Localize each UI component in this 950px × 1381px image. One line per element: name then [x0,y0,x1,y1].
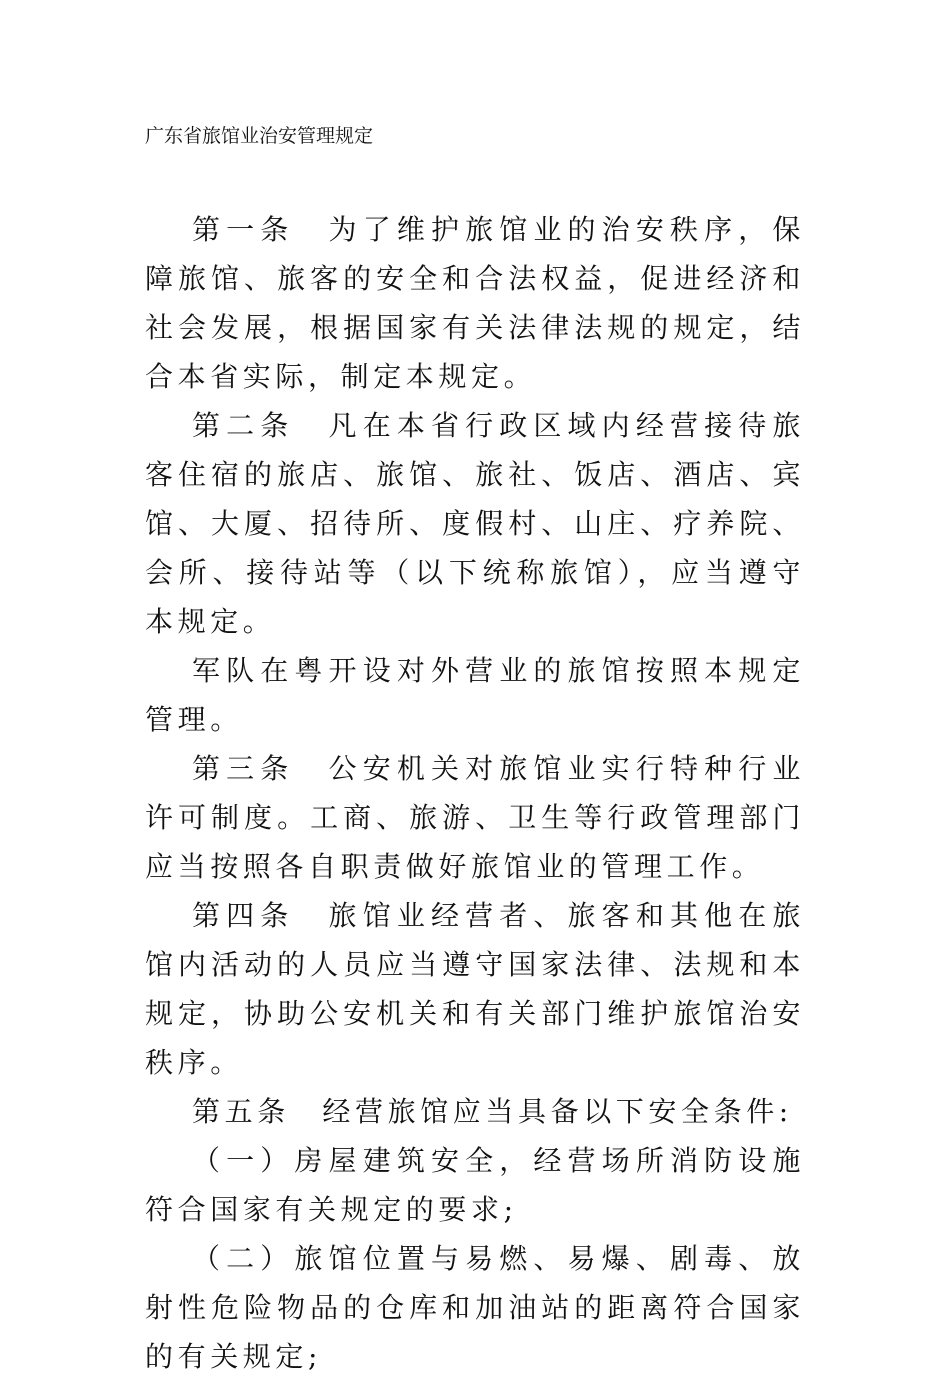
article-1-paragraph: 第一条 为了维护旅馆业的治安秩序，保障旅馆、旅客的安全和合法权益，促进经济和社会发展，根据国家有关法律法规的规定，结合本省实际，制定本规定。 [145,213,805,393]
article-3-paragraph: 第三条 公安机关对旅馆业实行特种行业许可制度。工商、旅游、卫生等行政管理部门应当按照各自职责做好旅馆业的管理工作。 [145,752,805,883]
article-5-item-1: （一）房屋建筑安全，经营场所消防设施符合国家有关规定的要求; [145,1144,805,1226]
article-4-paragraph: 第四条 旅馆业经营者、旅客和其他在旅馆内活动的人员应当遵守国家法律、法规和本规定，协助公安机关和有关部门维护旅馆治安秩序。 [145,899,805,1079]
military-hotel-paragraph: 军队在粤开设对外营业的旅馆按照本规定管理。 [145,654,805,736]
article-5-item-2: （二）旅馆位置与易燃、易爆、剧毒、放射性危险物品的仓库和加油站的距离符合国家的有关规定; [145,1242,805,1373]
article-5-paragraph: 第五条 经营旅馆应当具备以下安全条件: [192,1095,793,1128]
article-2-paragraph: 第二条 凡在本省行政区域内经营接待旅客住宿的旅店、旅馆、旅社、饭店、酒店、宾馆、大厦、招待所、度假村、山庄、疗养院、会所、接待站等（以下统称旅馆），应当遵守本规定。 [145,409,805,638]
document-title: 广东省旅馆业治安管理规定 [145,125,374,147]
document-body [145,205,805,1381]
